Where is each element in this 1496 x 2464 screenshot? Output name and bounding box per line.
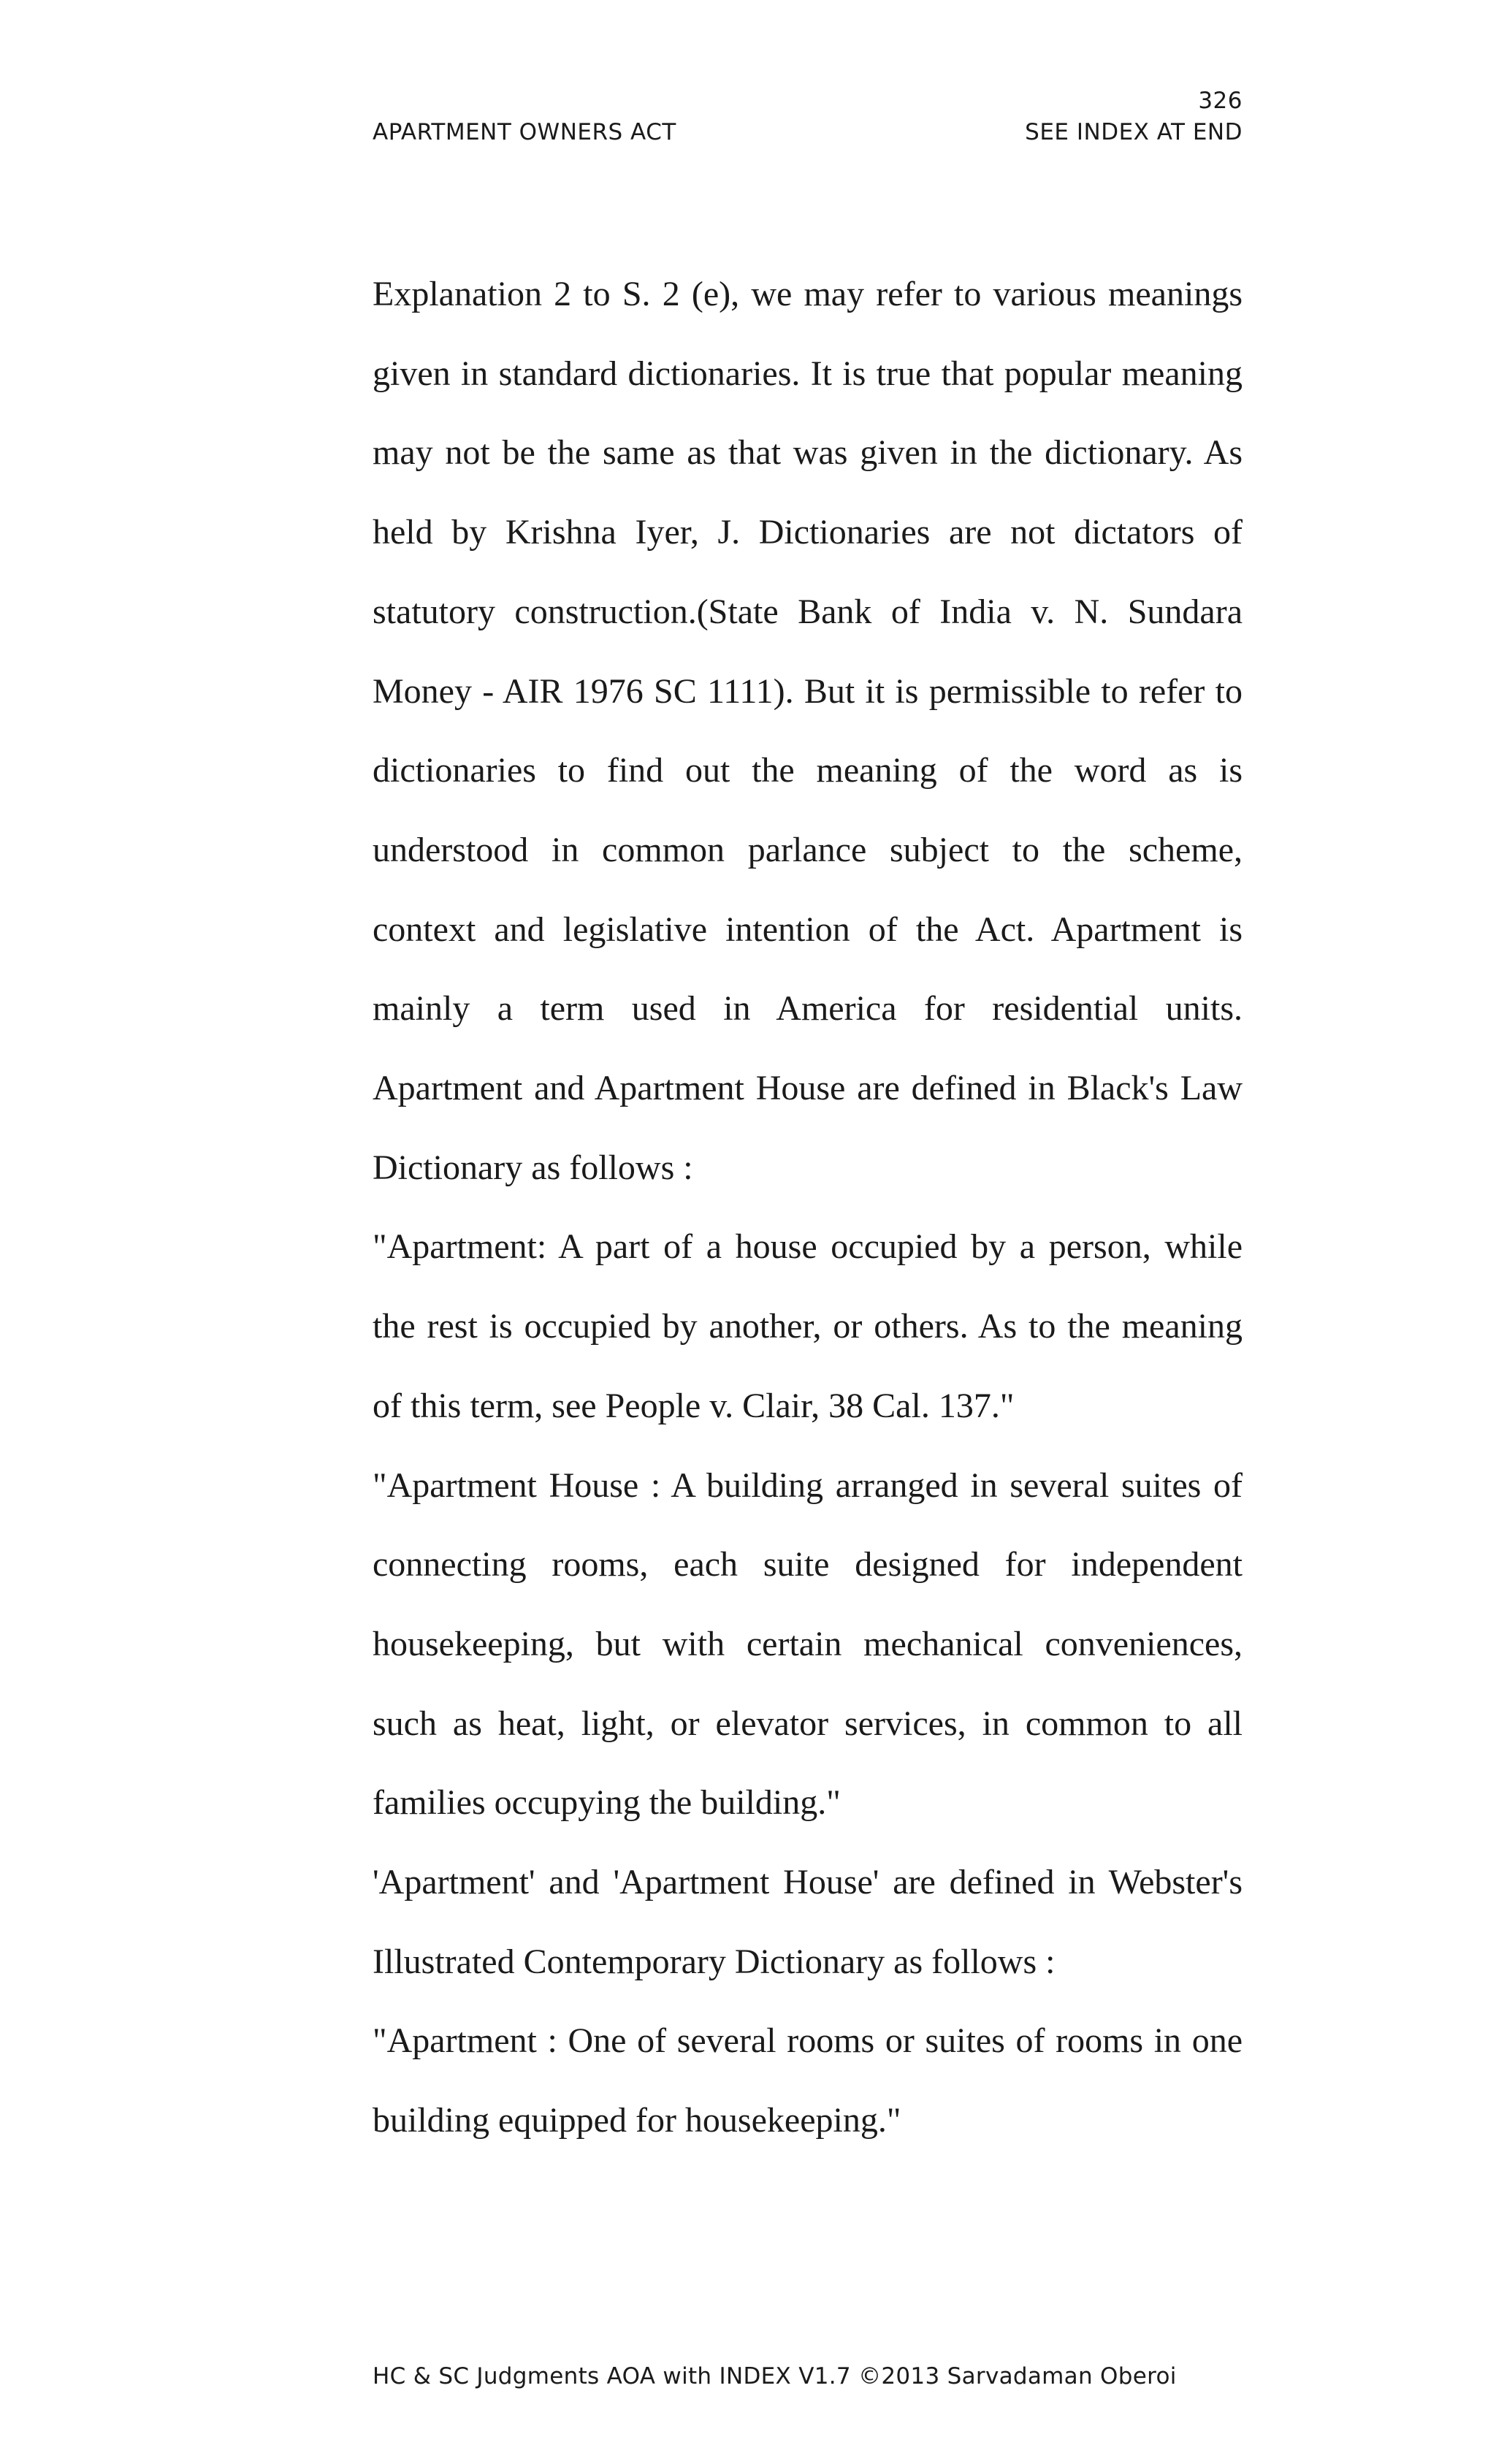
paragraph-websters-apartment: "Apartment : One of several rooms or suites of rooms in one building equipped for housekeeping." xyxy=(373,2021,1243,2140)
document-body xyxy=(373,255,1243,2161)
header-title: APARTMENT OWNERS ACT xyxy=(373,119,676,145)
paragraph-explanation: Explanation 2 to S. 2 (e), we may refer to various meanings given in standard dictionaries. It is true that popular meaning may not be the same as that was given in the dictionary. As held by Krishna Iyer, J. Dictionaries are not dictators of statutory construction.(State Bank of India v. N. Sundara Money - AIR 1976 SC 1111). But it is permissible to refer to dictionaries to find out the meaning of the word as is understood in common parlance subject to the scheme, context and legislative intention of the Act. Apartment is mainly a term used in America for residential units. Apartment and Apartment House are defined in Black's Law Dictionary as follows : xyxy=(373,275,1243,1187)
paragraph-websters-intro: 'Apartment' and 'Apartment House' are defined in Webster's Illustrated Contemporary Dictionary as follows : xyxy=(373,1863,1243,1981)
paragraph-apartment-definition: "Apartment: A part of a house occupied by a person, while the rest is occupied by another, or others. As to the meaning of this term, see People v. Clair, 38 Cal. 137." xyxy=(373,1227,1243,1425)
header-index-note: SEE INDEX AT END xyxy=(1025,119,1243,145)
page-number: 326 xyxy=(1198,88,1243,114)
running-header xyxy=(373,119,1243,145)
paragraph-apartment-house-definition: "Apartment House : A building arranged in several suites of connecting rooms, each suite designed for independent housekeeping, but with certain mechanical conveniences, such as heat, light, or elevator services, in common to all families occupying the building." xyxy=(373,1465,1243,1823)
page-footer: HC & SC Judgments AOA with INDEX V1.7 ©2013 Sarvadaman Oberoi xyxy=(373,2363,1177,2389)
